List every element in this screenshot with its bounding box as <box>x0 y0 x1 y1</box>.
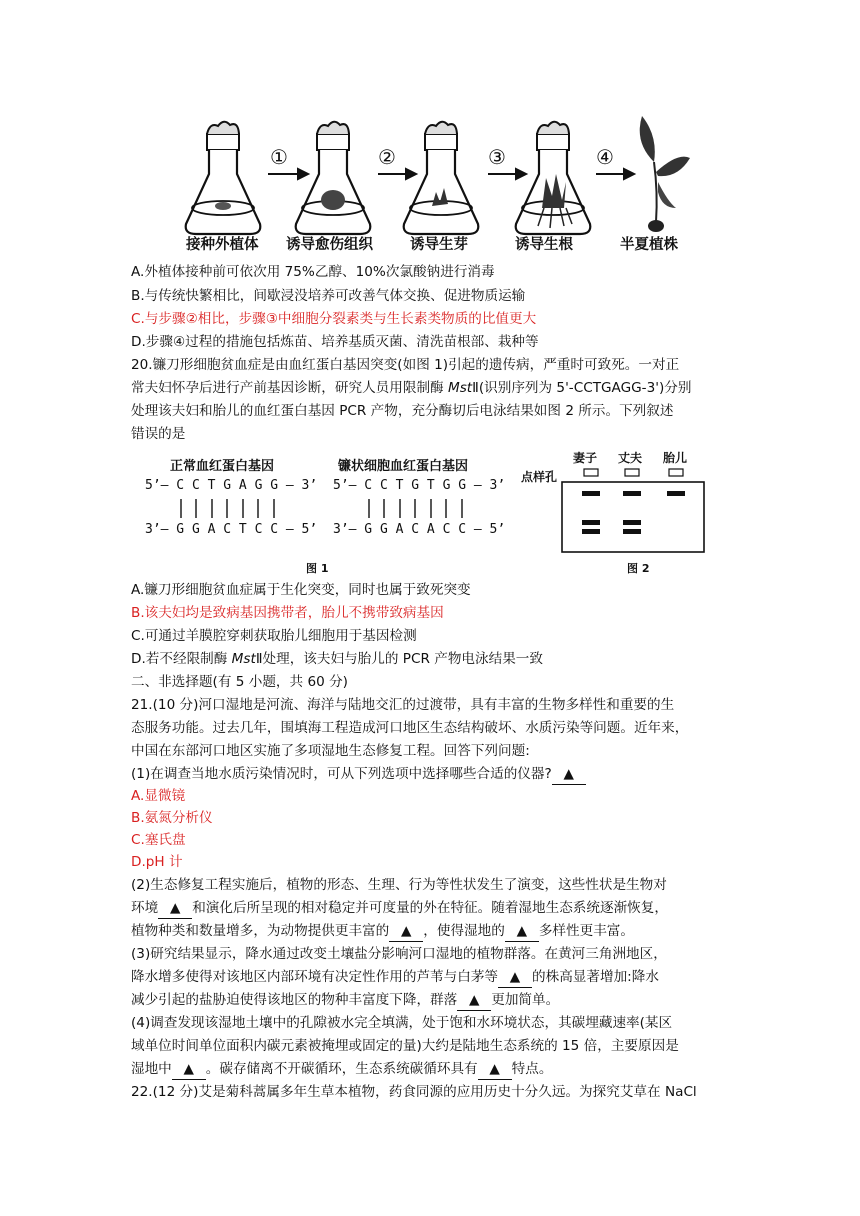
q21-part-1 <box>131 764 586 785</box>
sickle-gene-title: 镰状细胞血红蛋白基因 <box>338 459 469 474</box>
q21-stem-2: 态服务功能。过去几年，围填海工程造成河口地区生态结构破坏、水质污染等问题。近年来， <box>131 720 689 736</box>
q21-part-2-line-2 <box>131 898 668 919</box>
text: 更加简单。 <box>491 992 560 1008</box>
text: 环境 <box>131 900 159 916</box>
q20-option-d-a: D.若不经限制酶 <box>131 651 232 667</box>
q20-stem-3: 处理该夫妇和胎儿的血红蛋白基因 PCR 产物，充分酶切后电泳结果如图 2 所示。下列叙述 <box>131 403 674 419</box>
text: 植物种类和数量增多，为动物提供更丰富的 <box>131 923 390 939</box>
q20-option-c: C.可通过羊膜腔穿刺获取胎儿细胞用于基因检测 <box>131 628 417 644</box>
q20-stem-4: 错误的是 <box>131 426 186 442</box>
text: 特点。 <box>511 1061 553 1077</box>
arrow-step-1: ① <box>270 145 288 169</box>
band-wife-2 <box>582 520 600 525</box>
step-label-3: 诱导生芽 <box>410 237 468 253</box>
answer-blank[interactable]: ▲ <box>457 990 491 1011</box>
answer-blank[interactable]: ▲ <box>158 898 192 919</box>
q21-part-4-line-2: 域单位时间单位面积内碳元素被掩埋或固定的量)大约是陆地生态系统的 15 倍，主要原因是 <box>131 1038 679 1054</box>
answer-blank[interactable]: ▲ <box>478 1059 512 1080</box>
q21-part-2-line-1: (2)生态修复工程实施后，植物的形态、生理、行为等性状发生了演变，这些性状是生物对 <box>131 877 667 893</box>
band-fetus-1 <box>667 491 685 496</box>
lane-label-husband: 丈夫 <box>618 451 643 465</box>
q20-option-a: A.镰刀形细胞贫血症属于生化突变，同时也属于致死突变 <box>131 582 471 598</box>
text: 。碳存储离不开碳循环，生态系统碳循环具有 <box>205 1061 478 1077</box>
normal-gene-title: 正常血红蛋白基因 <box>170 459 275 474</box>
enzyme-name-2: Mst <box>231 651 256 667</box>
q21-part-2-line-3 <box>131 921 634 942</box>
q21-option-a: A.显微镜 <box>131 788 186 804</box>
q20-stem-1: 20.镰刀形细胞贫血症是由血红蛋白基因突变(如图 1)引起的遗传病，严重时可致死。一对正 <box>131 357 680 373</box>
q21-part-4-line-3 <box>131 1059 552 1080</box>
text: 和演化后所呈现的相对稳定并可度量的外在特征。随着湿地生态系统逐渐恢复， <box>192 900 668 916</box>
q21-stem-3: 中国在东部河口地区实施了多项湿地生态修复工程。回答下列问题: <box>131 743 530 759</box>
q19-option-d: D.步骤④过程的措施包括炼苗、培养基质灭菌、清洗苗根部、栽种等 <box>131 334 539 350</box>
q21-option-b: B.氨氮分析仪 <box>131 810 213 826</box>
q20-stem-2a: 常夫妇怀孕后进行产前基因诊断，研究人员用限制酶 <box>131 380 448 396</box>
q21-option-c: C.塞氏盘 <box>131 832 186 848</box>
band-husband-2 <box>623 520 641 525</box>
q22-stem-1: 22.(12 分)艾是菊科蒿属多年生草本植物，药食同源的应用历史十分久远。为探究艾草在 NaCl <box>131 1084 697 1100</box>
q20-option-b: B.该夫妇均是致病基因携带者，胎儿不携带致病基因 <box>131 605 444 621</box>
q19-option-b: B.与传统快繁相比，间歇浸没培养可改善气体交换、促进物质运输 <box>131 288 526 304</box>
figure-1-caption: 图 1 <box>306 562 329 575</box>
text: 降水增多使得对该地区内部环境有决定性作用的芦苇与白茅等 <box>131 969 499 985</box>
text: 多样性更丰富。 <box>538 923 634 939</box>
q19-option-c: C.与步骤②相比，步骤③中细胞分裂素类与生长素类物质的比值更大 <box>131 311 537 327</box>
arrow-step-3: ③ <box>488 145 506 169</box>
band-wife-3 <box>582 529 600 534</box>
q21-stem-1: 21.(10 分)河口湿地是河流、海洋与陆地交汇的过渡带，具有丰富的生物多样性和重要的生 <box>131 697 675 713</box>
q21-option-d: D.pH 计 <box>131 854 183 870</box>
sickle-bottom-strand: 3’— G G A C A C C — 5’ <box>333 522 506 537</box>
normal-top-strand: 5’— C C T G A G G — 3’ <box>145 478 318 493</box>
text: 减少引起的盐胁迫使得该地区的物种丰富度下降，群落 <box>131 992 458 1008</box>
sickle-top-strand: 5’— C C T G T G G — 3’ <box>333 478 506 493</box>
enzyme-name: Mst <box>447 380 473 396</box>
arrow-step-4: ④ <box>596 145 614 169</box>
answer-blank[interactable]: ▲ <box>552 764 586 785</box>
step-label-1: 接种外植体 <box>186 237 259 253</box>
band-husband-3 <box>623 529 641 534</box>
normal-bottom-strand: 3’— G G A C T C C — 5’ <box>145 522 318 537</box>
band-husband-1 <box>623 491 641 496</box>
q21-part-4-line-1: (4)调查发现该湿地土壤中的孔隙被水完全填满，处于饱和水环境状态，其碳埋藏速率(某区 <box>131 1015 673 1031</box>
step-label-4: 诱导生根 <box>515 237 573 253</box>
answer-blank[interactable]: ▲ <box>498 967 532 988</box>
q21-part-3-line-3 <box>131 990 559 1011</box>
arrow-step-2: ② <box>378 145 396 169</box>
q20-option-d-b: Ⅱ处理，该夫妇与胎儿的 PCR 产物电泳结果一致 <box>255 651 543 667</box>
wells-label: 点样孔 <box>521 470 558 484</box>
q21-part-3-line-2 <box>131 967 659 988</box>
step-label-5: 半夏植株 <box>620 237 678 253</box>
q20-option-d <box>131 649 543 669</box>
band-wife-1 <box>582 491 600 496</box>
figure-2-caption: 图 2 <box>627 562 650 575</box>
gel-diagram <box>560 466 710 556</box>
answer-blank[interactable]: ▲ <box>389 921 423 942</box>
answer-blank[interactable]: ▲ <box>505 921 539 942</box>
step-label-2: 诱导愈伤组织 <box>286 237 373 253</box>
lane-label-fetus: 胎儿 <box>663 451 688 465</box>
section-2-heading: 二、非选择题(有 5 小题，共 60 分) <box>131 674 348 690</box>
text: 的株高显著增加:降水 <box>532 969 659 985</box>
q21-part-3-line-1: (3)研究结果显示，降水通过改变土壤盐分影响河口湿地的植物群落。在黄河三角洲地区， <box>131 946 667 962</box>
q20-stem-2b: Ⅱ(识别序列为 5'-CCTGAGG-3')分别 <box>472 380 692 396</box>
lane-label-wife: 妻子 <box>573 451 598 465</box>
q21-part-1-text: (1)在调查当地水质污染情况时，可从下列选项中选择哪些合适的仪器? <box>131 766 552 782</box>
text: ，使得湿地的 <box>423 923 505 939</box>
q19-option-a: A.外植体接种前可依次用 75%乙醇、10%次氯酸钠进行消毒 <box>131 264 495 280</box>
text: 湿地中 <box>131 1061 172 1077</box>
answer-blank[interactable]: ▲ <box>172 1059 206 1080</box>
